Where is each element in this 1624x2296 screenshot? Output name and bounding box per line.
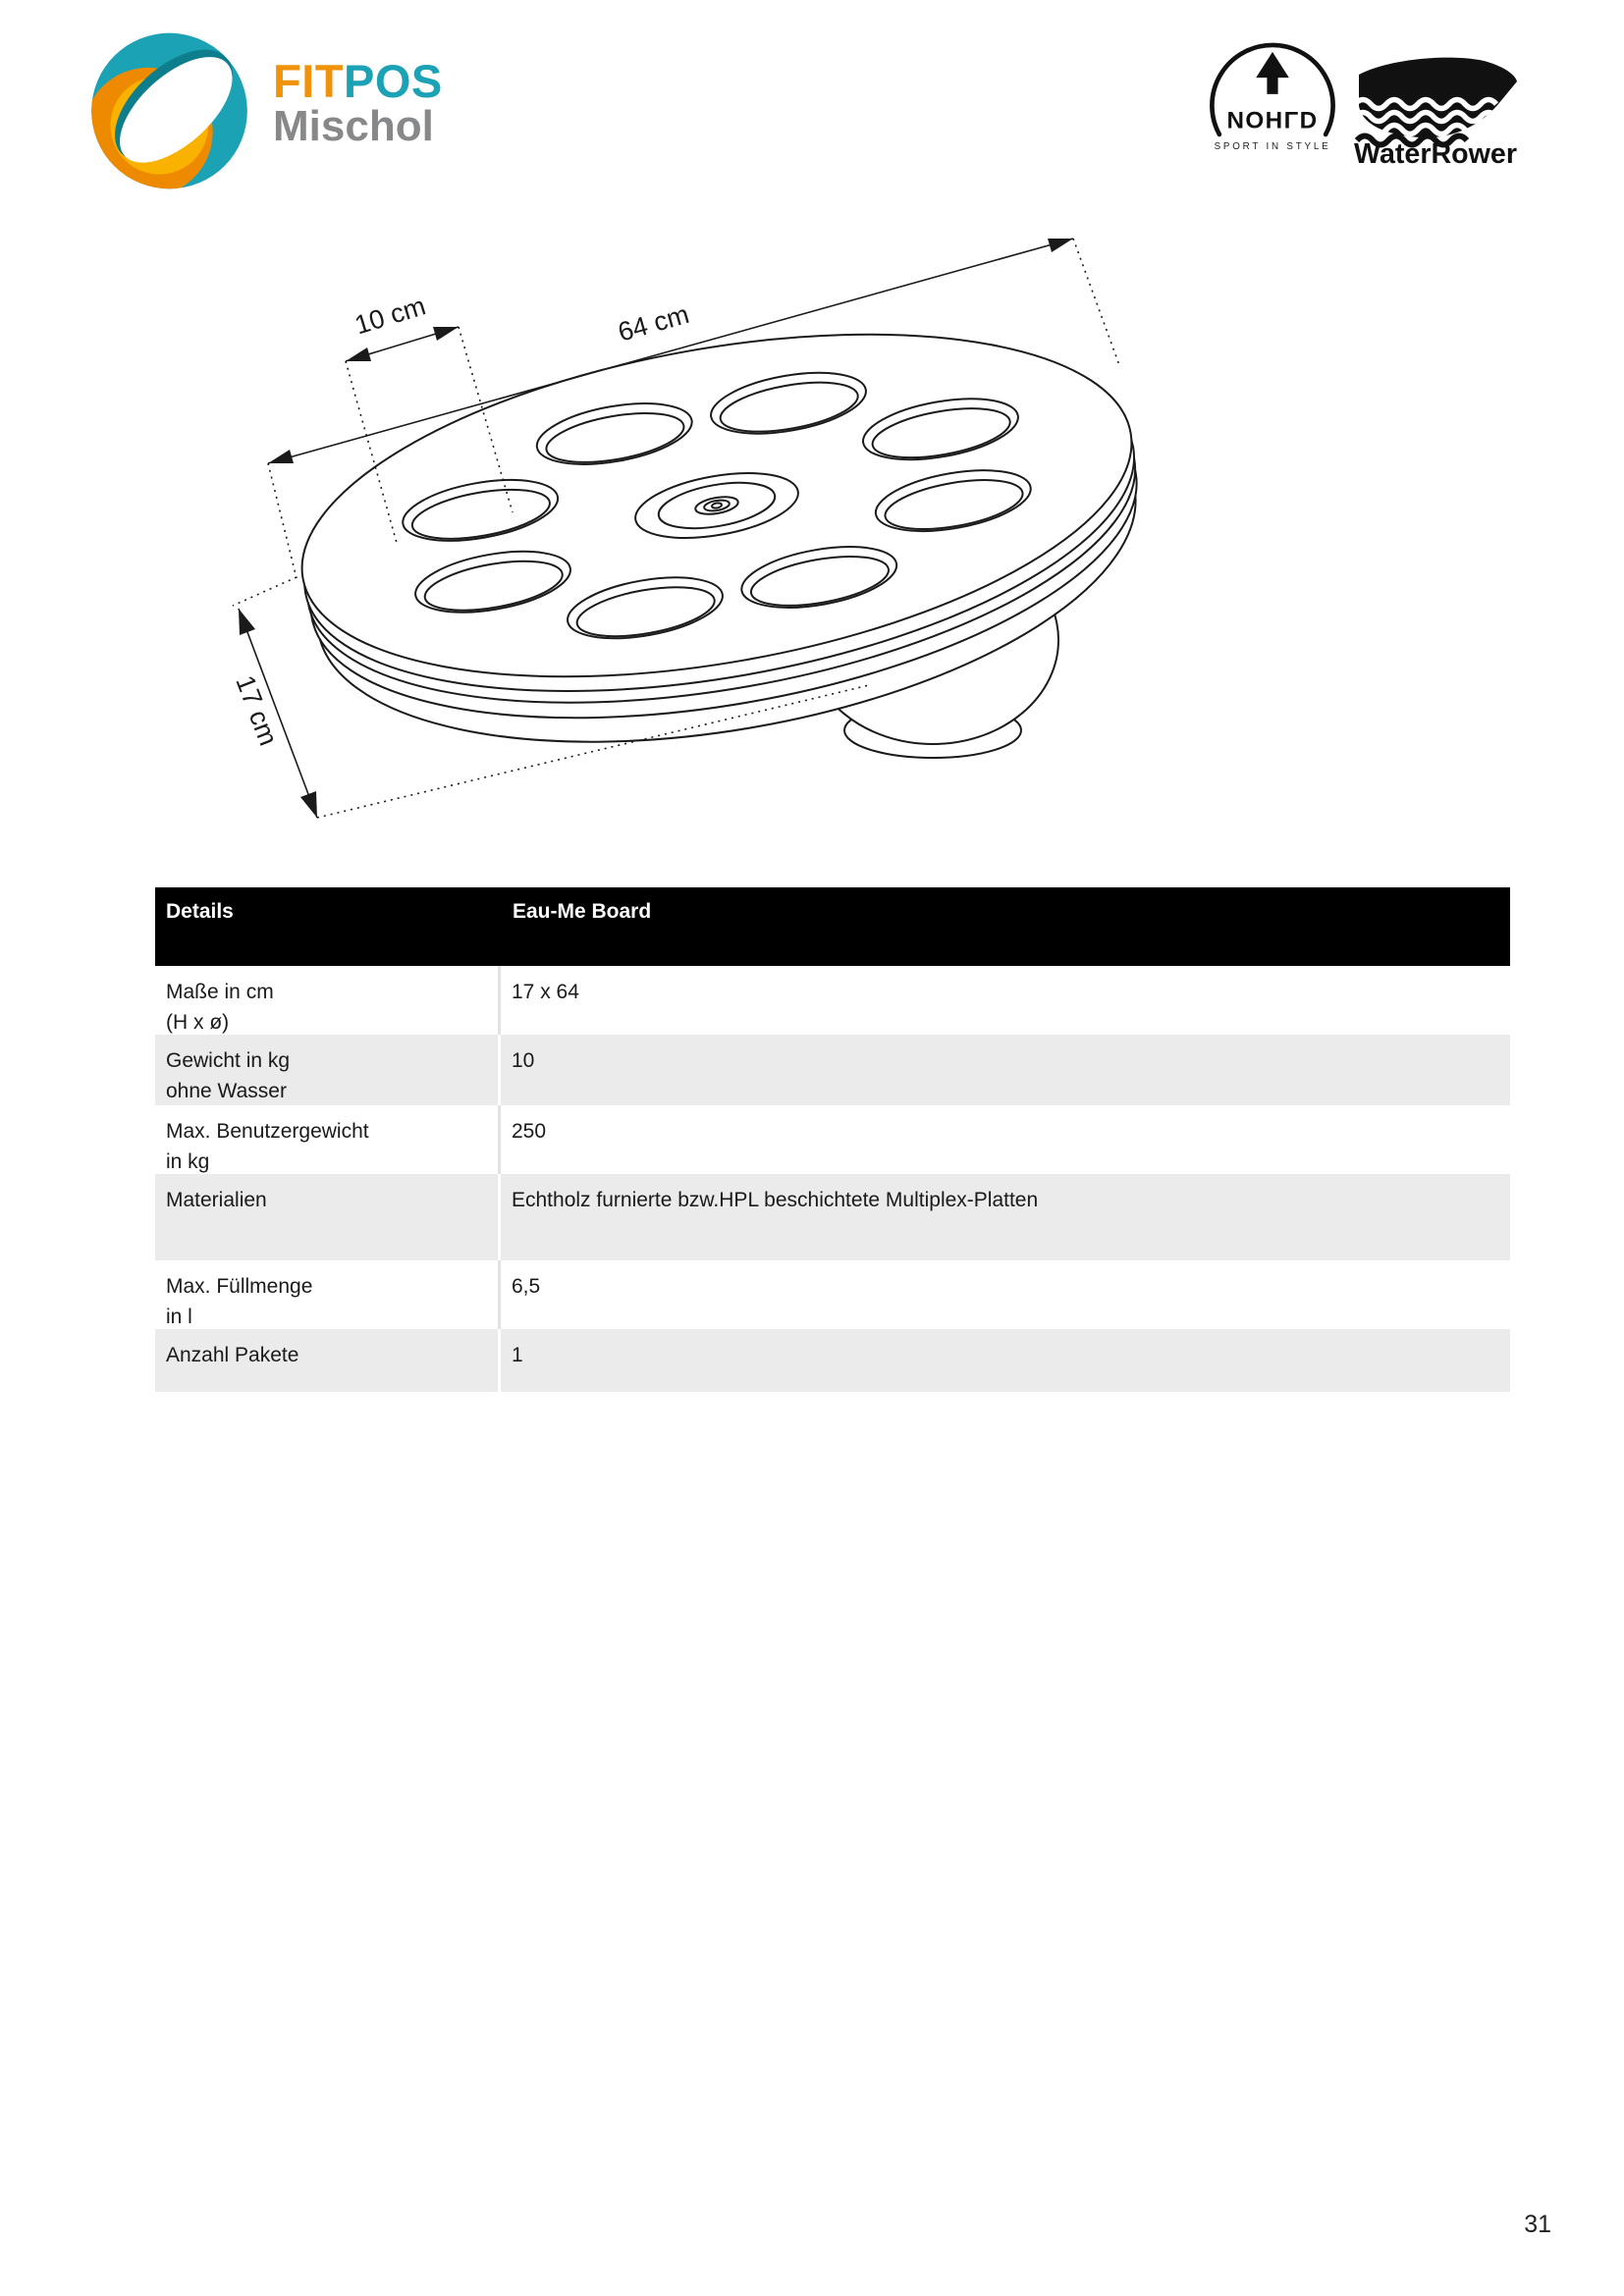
- arrowhead-icon: [300, 791, 317, 818]
- arrowhead-icon: [239, 609, 255, 635]
- dim-label-17cm: 17 cm: [230, 671, 284, 750]
- dim-label-64cm: 64 cm: [615, 298, 693, 347]
- table-row-gewicht: [155, 1035, 1510, 1105]
- row-label: Gewicht in kg ohne Wasser: [155, 1035, 501, 1105]
- table-row-masse: [155, 966, 1510, 1035]
- spec-table-header: [155, 887, 1510, 966]
- row-label: Max. Benutzergewicht in kg: [155, 1105, 501, 1174]
- nohrd-wordmark: NOHΓD: [1226, 107, 1319, 134]
- arrowhead-icon: [346, 347, 371, 361]
- fitpos-wordmark-pos: POS: [343, 55, 443, 107]
- spec-table: [155, 887, 1510, 1392]
- nohrd-arrow-icon: [1256, 52, 1289, 94]
- header-col-product: Eau-Me Board: [513, 900, 652, 923]
- row-value: Echtholz furnierte bzw.HPL beschichtete Multiplex-Platten: [512, 1189, 1039, 1211]
- row-value: 10: [512, 1049, 535, 1072]
- table-row-fuellmenge: [155, 1260, 1510, 1329]
- nohrd-tagline: SPORT IN STYLE: [1214, 140, 1331, 152]
- row-value: 1: [512, 1344, 523, 1366]
- header-col-details: Details: [166, 900, 234, 923]
- table-row-benutzergewicht: [155, 1105, 1510, 1174]
- row-label: Anzahl Pakete: [155, 1329, 501, 1392]
- fitpos-wordmark: [273, 55, 443, 107]
- arrowhead-icon: [268, 450, 294, 463]
- row-value: 250: [512, 1120, 547, 1143]
- board-disc: [276, 278, 1170, 800]
- fitpos-subtitle: Mischol: [273, 102, 434, 150]
- waterrower-wordmark: WaterRower: [1354, 138, 1517, 167]
- row-label: Maße in cm (H x ø): [155, 966, 501, 1035]
- table-row-materialien: [155, 1174, 1510, 1260]
- table-row-pakete: [155, 1329, 1510, 1392]
- row-label: Max. Füllmenge in l: [155, 1260, 501, 1329]
- row-value: 17 x 64: [512, 981, 579, 1003]
- row-value: 6,5: [512, 1275, 541, 1298]
- fitpos-wordmark-fit: FIT: [273, 55, 344, 107]
- arrowhead-icon: [1048, 239, 1073, 252]
- page-number: 31: [1524, 2211, 1551, 2238]
- product-drawing: [0, 118, 1624, 883]
- arrowhead-icon: [433, 327, 459, 341]
- row-label: Materialien: [155, 1174, 501, 1260]
- dim-label-10cm: 10 cm: [351, 291, 429, 341]
